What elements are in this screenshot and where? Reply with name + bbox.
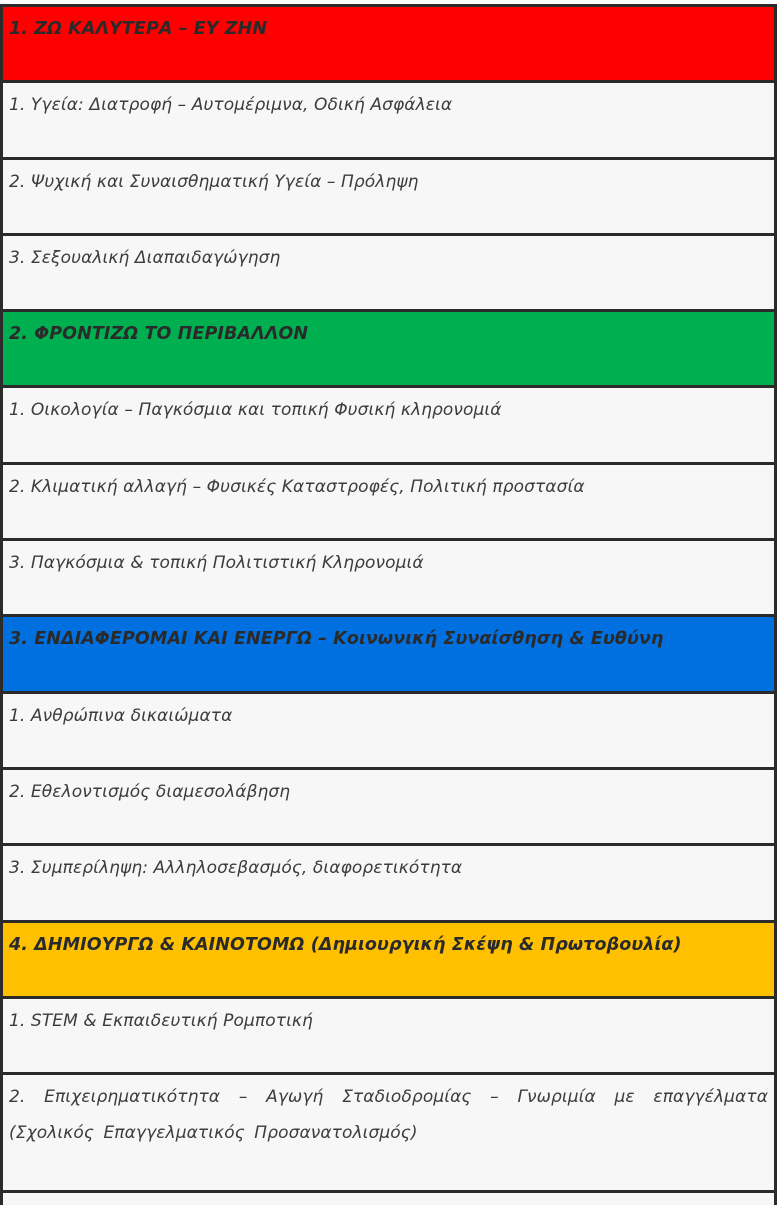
section-2-item-3: 3. Παγκόσμια & τοπική Πολιτιστική Κληρονομιά xyxy=(3,541,774,617)
section-1-item-1: 1. Υγεία: Διατροφή – Αυτομέριμνα, Οδική Ασφάλεια xyxy=(3,83,774,159)
section-2-header: 2. ΦΡΟΝΤΙΖΩ ΤΟ ΠΕΡΙΒΑΛΛΟΝ xyxy=(3,312,774,388)
section-4-header: 4. ΔΗΜΙΟΥΡΓΩ & ΚΑΙΝΟΤΟΜΩ (Δημιουργική Σκέψη & Πρωτοβουλία) xyxy=(3,923,774,999)
thematic-areas-table xyxy=(0,4,777,1205)
section-3-header: 3. ΕΝΔΙΑΦΕΡΟΜΑΙ ΚΑΙ ΕΝΕΡΓΩ – Κοινωνική Συναίσθηση & Ευθύνη xyxy=(3,617,774,693)
section-3-item-3: 3. Συμπερίληψη: Αλληλοσεβασμός, διαφορετικότητα xyxy=(3,846,774,922)
section-3-item-1: 1. Ανθρώπινα δικαιώματα xyxy=(3,694,774,770)
section-4-item-1: 1. STEM & Εκπαιδευτική Ρομποτική xyxy=(3,999,774,1075)
section-2-item-1: 1. Οικολογία – Παγκόσμια και τοπική Φυσική κληρονομιά xyxy=(3,388,774,464)
section-1-item-2: 2. Ψυχική και Συναισθηματική Υγεία – Πρόληψη xyxy=(3,160,774,236)
table-next-row-partial xyxy=(3,1193,774,1205)
section-4-item-2: 2. Επιχειρηματικότητα – Αγωγή Σταδιοδρομίας – Γνωριμία με επαγγέλματα (Σχολικός Επαγγελματικός Προσανατολισμός) xyxy=(3,1075,774,1193)
section-1-header: 1. ΖΩ ΚΑΛΥΤΕΡΑ – ΕΥ ΖΗΝ xyxy=(3,7,774,83)
section-1-item-3: 3. Σεξουαλική Διαπαιδαγώγηση xyxy=(3,236,774,312)
section-2-item-2: 2. Κλιματική αλλαγή – Φυσικές Καταστροφές, Πολιτική προστασία xyxy=(3,465,774,541)
section-3-item-2: 2. Εθελοντισμός διαμεσολάβηση xyxy=(3,770,774,846)
